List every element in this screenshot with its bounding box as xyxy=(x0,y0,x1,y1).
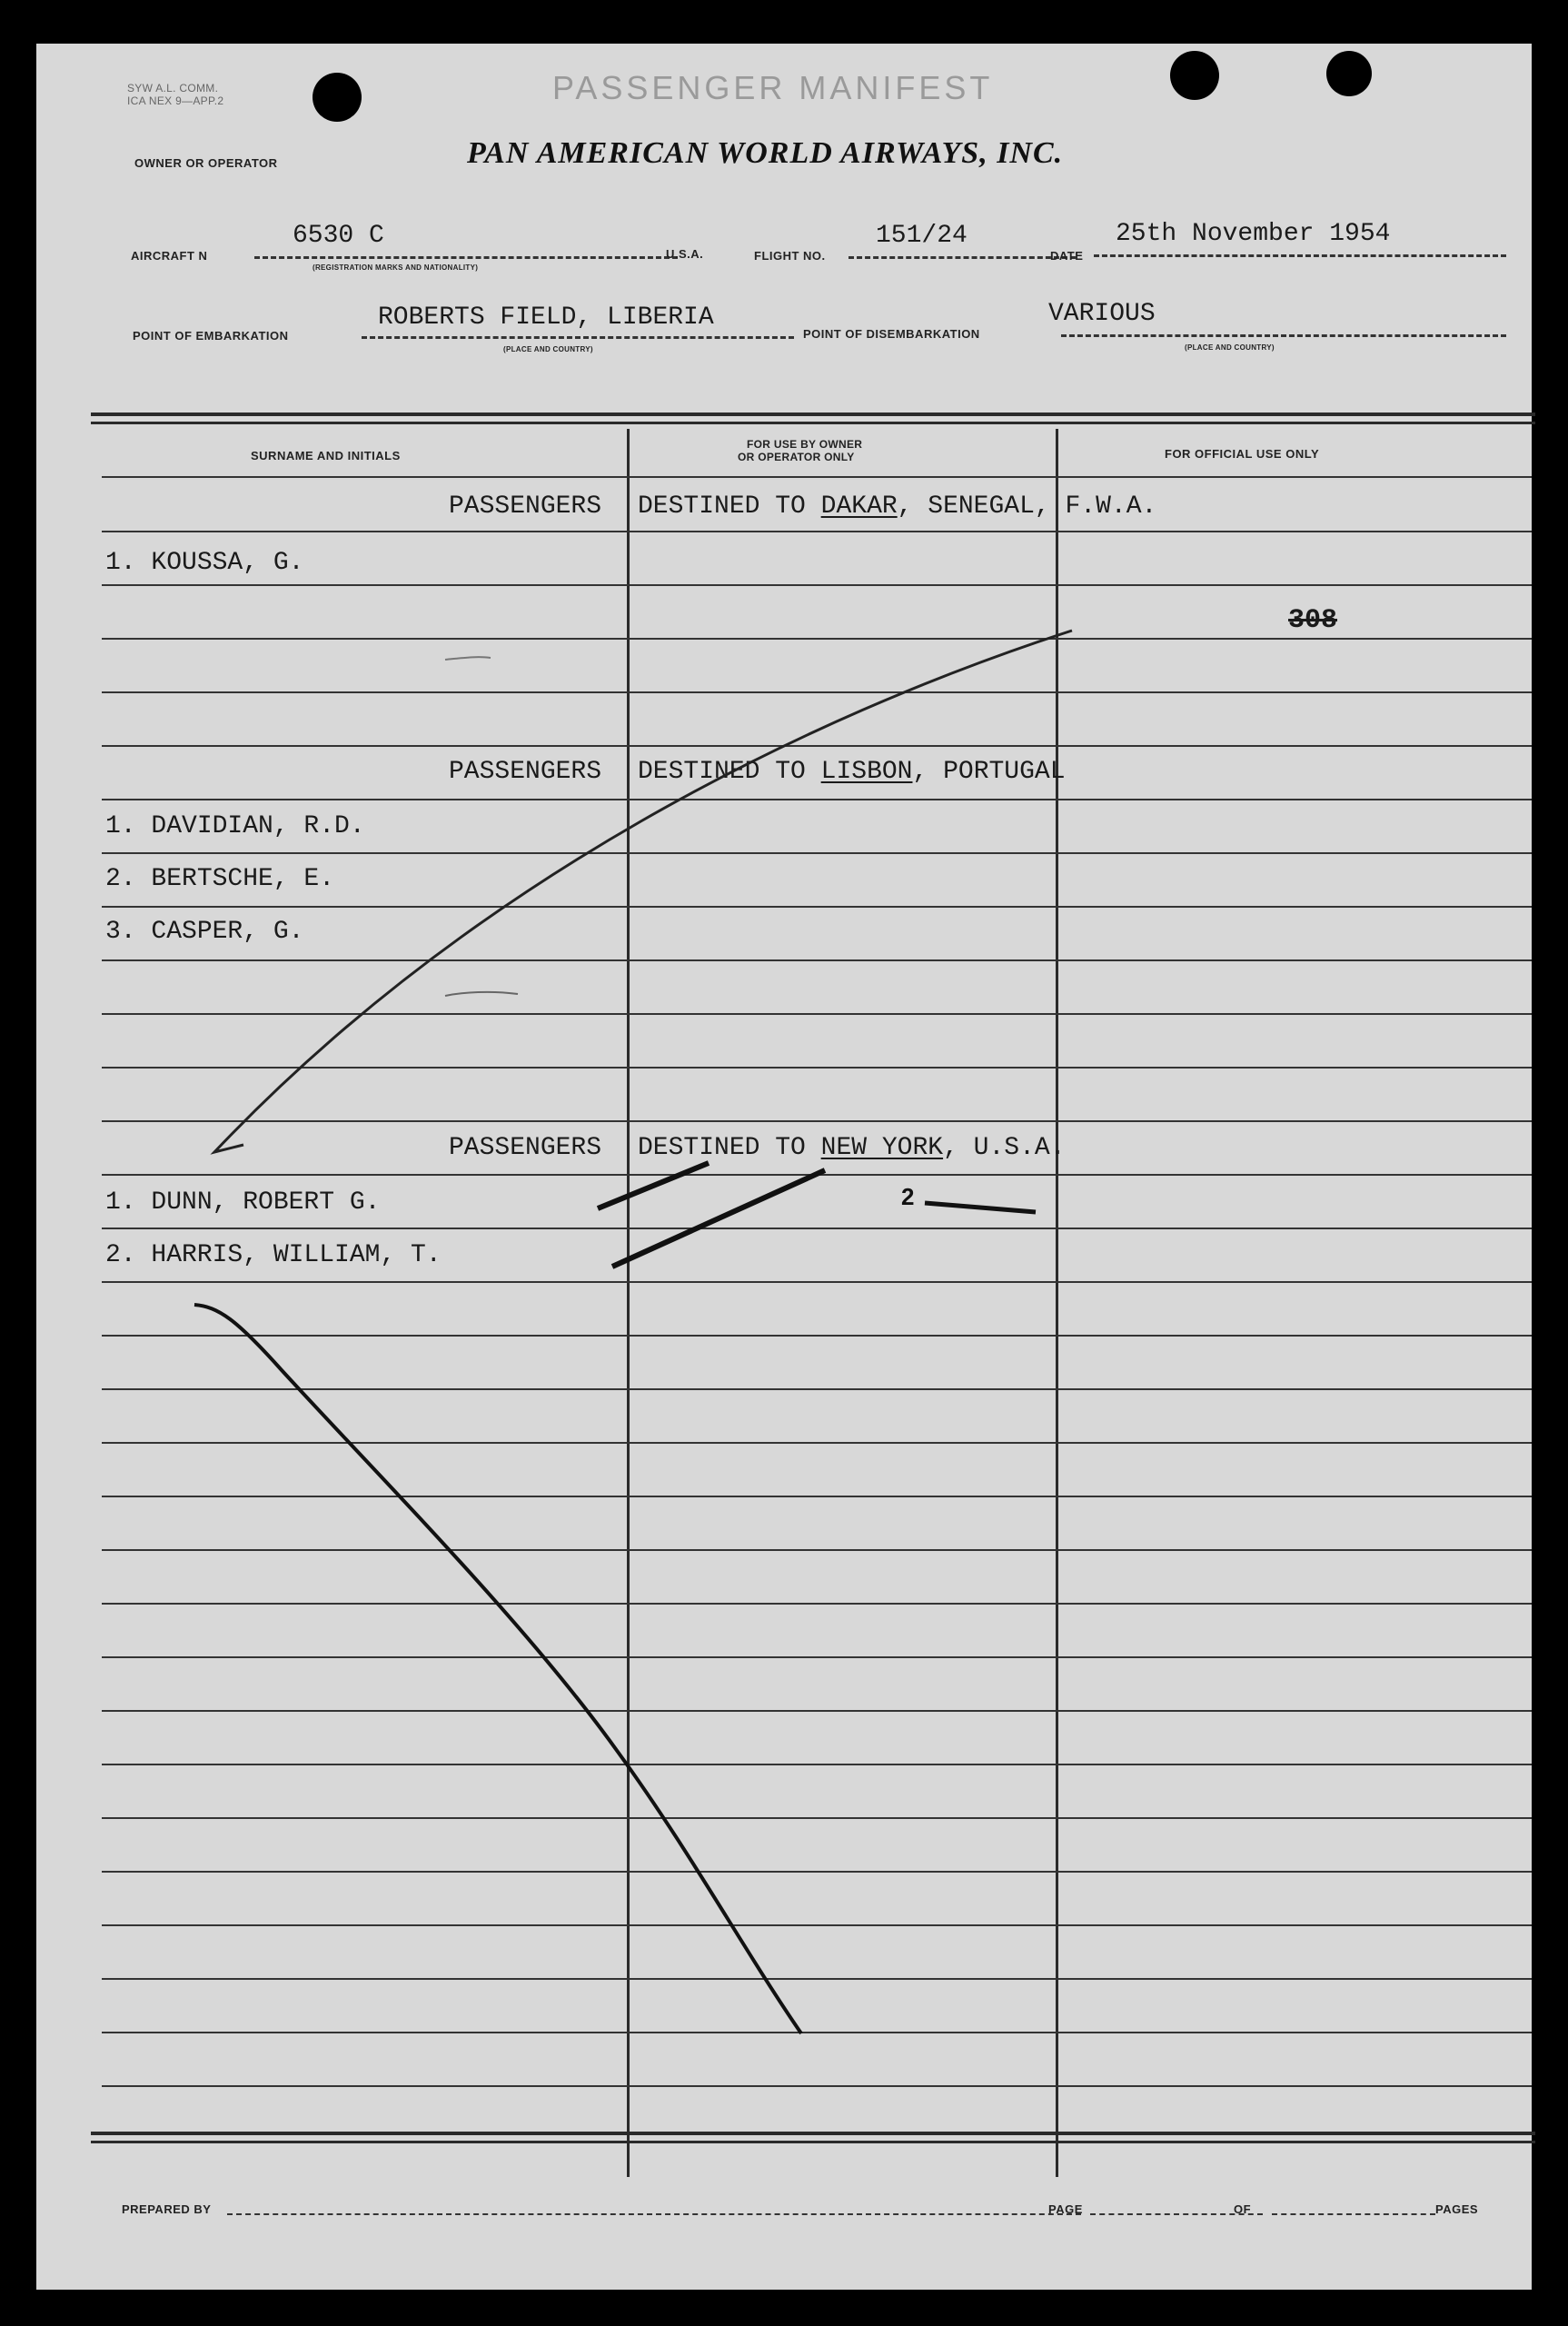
passenger-row: 2. BERTSCHE, E. xyxy=(105,865,335,893)
passenger-row: 2. HARRIS, WILLIAM, T. xyxy=(105,1241,442,1269)
aircraft-label: AIRCRAFT N xyxy=(131,249,208,263)
punch-hole xyxy=(1170,51,1219,100)
destination-country: , SENEGAL, F.W.A. xyxy=(897,492,1157,521)
group-header-left: PASSENGERS xyxy=(449,1134,602,1162)
registration-caption: (REGISTRATION MARKS AND NATIONALITY) xyxy=(313,263,479,272)
operator-name: PAN AMERICAN WORLD AIRWAYS, INC. xyxy=(467,136,1064,170)
disembark-caption: (PLACE AND COUNTRY) xyxy=(1185,343,1275,352)
col-surname-header: SURNAME AND INITIALS xyxy=(251,449,401,462)
handwritten-number: 308 xyxy=(1288,605,1338,636)
passenger-row: 1. DAVIDIAN, R.D. xyxy=(105,812,365,840)
manifest-page xyxy=(36,44,1532,2290)
form-title: PASSENGER MANIFEST xyxy=(552,69,994,106)
handwritten-count: 2 xyxy=(901,1183,915,1210)
footer-page: PAGE xyxy=(1048,2202,1083,2216)
pen-strokes xyxy=(36,44,1532,2290)
footer-of: OF xyxy=(1234,2202,1252,2216)
group-header-left: PASSENGERS xyxy=(449,492,602,521)
destination-country: , PORTUGAL xyxy=(912,758,1066,786)
disembarkation-label: POINT OF DISEMBARKATION xyxy=(803,327,980,341)
embark-caption: (PLACE AND COUNTRY) xyxy=(503,345,593,353)
col-official-header: FOR OFFICIAL USE ONLY xyxy=(1165,447,1320,461)
embarkation-place: ROBERTS FIELD, LIBERIA xyxy=(378,303,714,332)
date-label: DATE xyxy=(1050,249,1084,263)
destination-city: LISBON xyxy=(820,758,913,786)
usa-label: U.S.A. xyxy=(666,247,704,261)
stamp-line-1: SYW A.L. COMM. xyxy=(127,82,219,94)
destination-country: , U.S.A. xyxy=(943,1134,1066,1162)
passenger-row: 3. CASPER, G. xyxy=(105,918,304,946)
footer-prepared-by: PREPARED BY xyxy=(122,2202,212,2216)
flight-label: FLIGHT NO. xyxy=(754,249,826,263)
col-owner-header-2: OR OPERATOR ONLY xyxy=(738,451,855,463)
stamp-line-2: ICA NEX 9—APP.2 xyxy=(127,94,224,107)
destination-city: DAKAR xyxy=(820,492,898,521)
embarkation-label: POINT OF EMBARKATION xyxy=(133,329,289,343)
aircraft-number: 6530 C xyxy=(293,222,384,250)
passenger-row: 1. DUNN, ROBERT G. xyxy=(105,1188,381,1217)
footer-pages: PAGES xyxy=(1435,2202,1479,2216)
destined-to: DESTINED TO xyxy=(638,1134,806,1162)
punch-hole xyxy=(313,73,362,122)
owner-label: OWNER OR OPERATOR xyxy=(134,156,278,170)
col-owner-header-1: FOR USE BY OWNER xyxy=(747,438,863,451)
flight-number: 151/24 xyxy=(876,222,968,250)
group-header-left: PASSENGERS xyxy=(449,758,602,786)
destination-city: NEW YORK xyxy=(820,1134,944,1162)
flight-date: 25th November 1954 xyxy=(1116,220,1391,248)
destined-to: DESTINED TO xyxy=(638,492,806,521)
passenger-row: 1. KOUSSA, G. xyxy=(105,549,304,577)
disembarkation-place: VARIOUS xyxy=(1048,300,1156,328)
punch-hole xyxy=(1326,51,1372,96)
destined-to: DESTINED TO xyxy=(638,758,806,786)
